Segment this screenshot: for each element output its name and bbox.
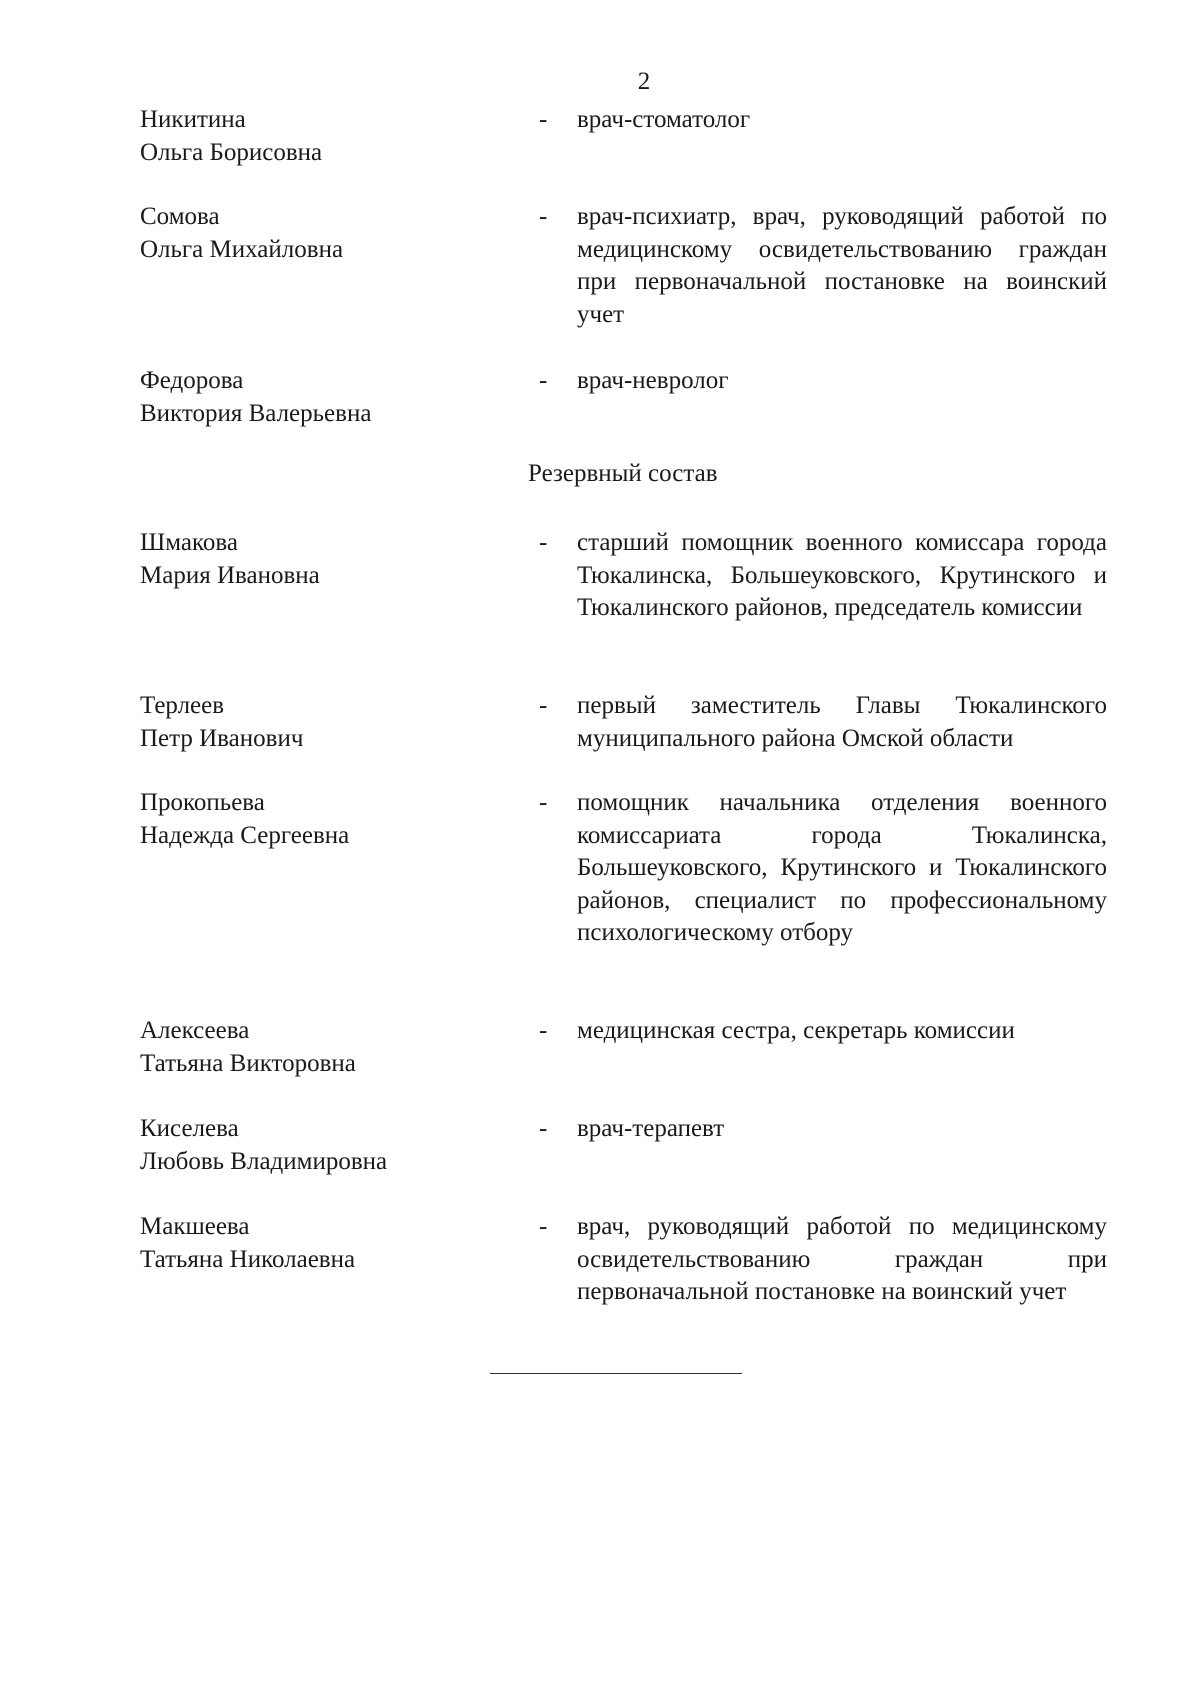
member-name	[140, 527, 520, 592]
member-role: старший помощник военного комиссара города Тюкалинска, Большеуковского, Крутинского и Тюкалинского районов, председатель комиссии	[577, 529, 1107, 622]
member-role: врач, руководящий работой по медицинскому освидетельствованию граждан при первоначальной постановке на воинский учет	[577, 1213, 1107, 1306]
dash-separator: -	[539, 789, 548, 816]
member-surname: Прокопьева	[140, 789, 265, 816]
member-name	[140, 690, 520, 755]
member-given-names: Мария Ивановна	[140, 561, 320, 589]
member-name	[140, 787, 520, 852]
reserve-section-heading: Резервный состав	[528, 460, 718, 487]
dash-separator: -	[539, 1115, 548, 1142]
member-given-names: Петр Иванович	[140, 724, 304, 752]
member-role: медицинская сестра, секретарь комиссии	[577, 1017, 1015, 1044]
dash-separator: -	[539, 367, 548, 394]
member-name	[140, 104, 520, 169]
member-given-names: Любовь Владимировна	[140, 1147, 388, 1175]
member-name	[140, 365, 520, 430]
member-given-names: Ольга Михайловна	[140, 235, 344, 263]
member-role: врач-терапевт	[577, 1115, 725, 1142]
member-name	[140, 1211, 520, 1276]
dash-separator: -	[539, 692, 548, 719]
member-surname: Сомова	[140, 203, 220, 230]
member-surname: Киселева	[140, 1115, 239, 1142]
member-role: помощник начальника отделения военного комиссариата города Тюкалинска, Большеуковского, Крутинского и Тюкалинского районов, специалист по профессиональному психологическому отбору	[577, 789, 1107, 947]
member-role: врач-невролог	[577, 367, 729, 394]
member-role: первый заместитель Главы Тюкалинского муниципального района Омской области	[577, 692, 1107, 752]
member-role: врач-психиатр, врач, руководящий работой по медицинскому освидетельствованию граждан при первоначальной постановке на воинский учет	[577, 203, 1107, 328]
member-surname: Алексеева	[140, 1017, 250, 1044]
dash-separator: -	[539, 203, 548, 230]
dash-separator: -	[539, 1213, 548, 1240]
dash-separator: -	[539, 529, 548, 556]
member-given-names: Татьяна Викторовна	[140, 1049, 356, 1077]
page-number: 2	[637, 68, 651, 95]
end-of-list-rule	[490, 1373, 742, 1374]
member-surname: Макшеева	[140, 1213, 250, 1240]
member-role: врач-стоматолог	[577, 106, 751, 133]
member-name	[140, 201, 520, 266]
member-surname: Шмакова	[140, 529, 238, 556]
member-name	[140, 1113, 520, 1178]
member-surname: Никитина	[140, 106, 246, 133]
dash-separator: -	[539, 106, 548, 133]
member-given-names: Виктория Валерьевна	[140, 399, 372, 427]
member-given-names: Ольга Борисовна	[140, 138, 323, 166]
member-surname: Федорова	[140, 367, 244, 394]
member-name	[140, 1015, 520, 1080]
dash-separator: -	[539, 1017, 548, 1044]
member-surname: Терлеев	[140, 692, 225, 719]
member-given-names: Татьяна Николаевна	[140, 1245, 356, 1273]
member-given-names: Надежда Сергеевна	[140, 821, 350, 849]
